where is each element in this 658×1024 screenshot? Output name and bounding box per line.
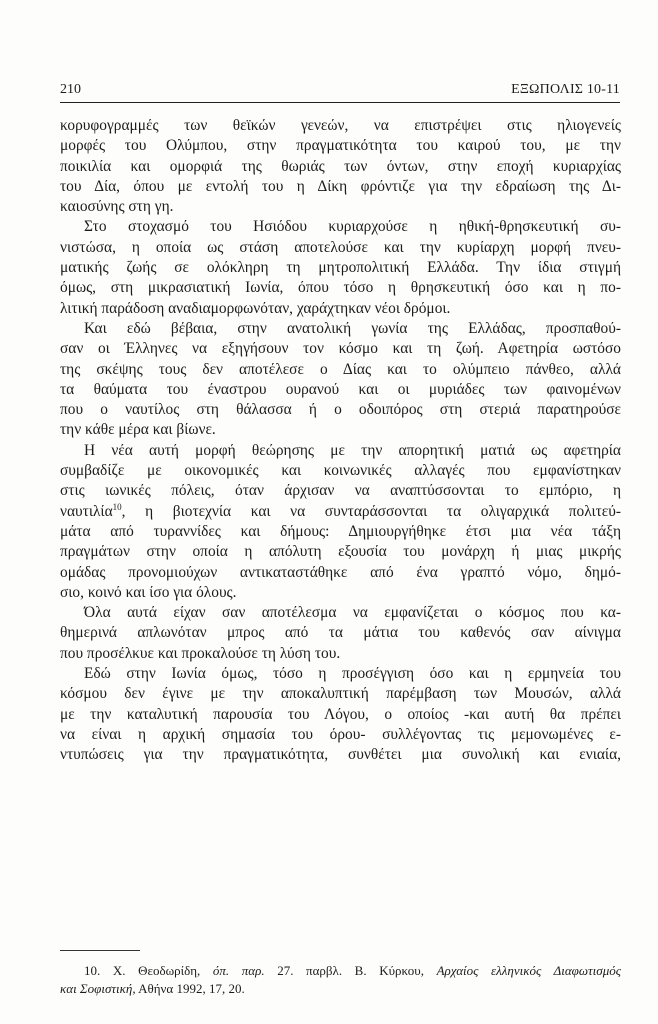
footnote-number: 10. (84, 963, 101, 978)
text-line: του Δία, όπου με εντολή του η Δίκη φρόντιζε για την εδραίωση της Δι- (60, 177, 621, 195)
text-line-with-footnote (60, 502, 621, 522)
paragraph-6 (60, 664, 621, 765)
text-fragment: , η βιοτεχνία και να συνταράσσονται τα ολιγαρχικά πολιτεύ- (121, 502, 621, 520)
footnote-line (60, 962, 621, 980)
footnote-divider (60, 950, 140, 951)
text-line: καιοσύνης στη γη. (60, 198, 174, 216)
text-line: που προσέλκυε και προκαλούσε τη λύση του. (60, 644, 341, 662)
body-text (60, 116, 621, 766)
text-line: Και εδώ βέβαια, στην ανατολική γωνία της Ελλάδας, προσπαθού- (84, 319, 621, 337)
paragraph-4 (60, 441, 621, 603)
footnote-line (60, 980, 621, 998)
text-line: μορφές του Ολύμπου, στην πραγματικότητα του καιρού του, με την (60, 137, 621, 155)
text-line: κορυφογραμμές των θεϊκών γενεών, να επιστρέψει στις ηλιογενείς (60, 117, 621, 134)
text-line: ομάδας προνομιούχων αντικαταστάθηκε από ένα γραπτό νόμο, δημό- (60, 563, 621, 581)
footnote-book-title: και Σοφιστική (60, 981, 133, 996)
text-line: ματικής ζωής σε ολόκληρη τη μητροπολιτική Ελλάδα. Την ίδια στιγμή (60, 259, 621, 277)
text-line: με την καταλυτική παρουσία του Λόγου, ο οποίος -και αυτή θα πρέπει (60, 705, 621, 723)
footnote-text: Χ. Θεοδωρίδη, (112, 963, 213, 978)
text-fragment: ναυτιλία (60, 502, 113, 520)
paragraph-3 (60, 319, 621, 441)
text-line: που ο ναυτίλος στη θάλασσα ή ο οδοιπόρος στη στεριά παρατηρούσε (60, 401, 621, 419)
text-line: τα θαύματα του έναστρου ουρανού και οι μυριάδες των φαινομένων (60, 380, 621, 398)
text-line: σαν οι Έλληνες να εξηγήσουν τον κόσμο και τη ζωή. Αφετηρία ωστόσο (60, 340, 621, 358)
footnote (60, 962, 621, 998)
text-line: λιτική παράδοση αναδιαμορφωνόταν, χαράχτηκαν νέοι δρόμοι. (60, 299, 451, 317)
text-line: συμβαδίζε με οικονομικές και κοινωνικές αλλαγές που εμφανίστηκαν (60, 462, 621, 480)
text-line: την κάθε μέρα και βίωνε. (60, 421, 216, 439)
paragraph-1 (60, 116, 621, 217)
text-line: Εδώ στην Ιωνία όμως, τόσο η προσέγγιση όσο και η ερμηνεία του (84, 665, 621, 683)
text-line: μάτα από τυραννίδες και δήμους: Δημιουργήθηκε έτσι μια νέα τάξη (60, 522, 621, 540)
text-line: νιστώσα, η οποία ως στάση αποτελούσε και την κυρίαρχη μορφή πνευ- (60, 238, 621, 256)
text-line: Η νέα αυτή μορφή θεώρησης με την απορητική ματιά ως αφετηρία (84, 441, 621, 459)
footnote-text: , Αθήνα 1992, 17, 20. (132, 981, 245, 996)
footnote-text: όπ. παρ. (212, 963, 265, 978)
text-line: Στο στοχασμό του Ησιόδου κυριαρχούσε η ηθική-θρησκευτική συ- (84, 218, 621, 236)
text-line: όμως, στη μικρασιατική Ιωνία, όπου τόσο η θρησκευτική όσο και η πο- (60, 279, 621, 297)
text-line: Όλα αυτά είχαν σαν αποτέλεσμα να εμφανίζεται ο κόσμος που κα- (84, 604, 621, 622)
footnote-reference[interactable]: 10 (112, 501, 122, 512)
text-line: σιο, κοινό και ίσο για όλους. (60, 583, 237, 601)
page-header (60, 80, 620, 103)
text-line: θημερινά απλωνόταν μπρος από τα μάτια του καθενός σαν αίνιγμα (60, 624, 621, 642)
paragraph-2 (60, 217, 621, 318)
text-line: να είναι η αρχική σημασία του όρου- συλλέγοντας τις μεμονωμένες ε- (60, 725, 621, 743)
page-number: 210 (60, 82, 81, 97)
text-line: της σκέψης τους δεν αποτέλεσε ο Δίας και το ολύμπειο πάνθεο, αλλά (60, 360, 621, 378)
footnote-book-title: Αρχαίος ελληνικός Διαφωτισμός (436, 963, 622, 978)
text-line: ποικιλία και ομορφιά της θωριάς των όντων, στην εποχή κυριαρχίας (60, 157, 621, 175)
paragraph-5 (60, 603, 621, 664)
text-line: στις ιωνικές πόλεις, όταν άρχισαν να αναπτύσσονται το εμπόριο, η (60, 482, 621, 500)
text-line: ντυπώσεις για την πραγματικότητα, συνθέτει μια συνολική και ενιαία, (60, 746, 621, 764)
text-line: πραγμάτων στην οποία η απόλυτη εξουσία του μονάρχη ή μιας μικρής (60, 543, 621, 561)
text-line: κόσμου δεν έγινε με την αποκαλυπτική παρέμβαση των Μουσών, αλλά (60, 685, 621, 703)
footnote-text: 27. παρβλ. Β. Κύρκου, (264, 963, 437, 978)
running-title: ΕΞΩΠΟΛΙΣ 10-11 (511, 82, 620, 97)
